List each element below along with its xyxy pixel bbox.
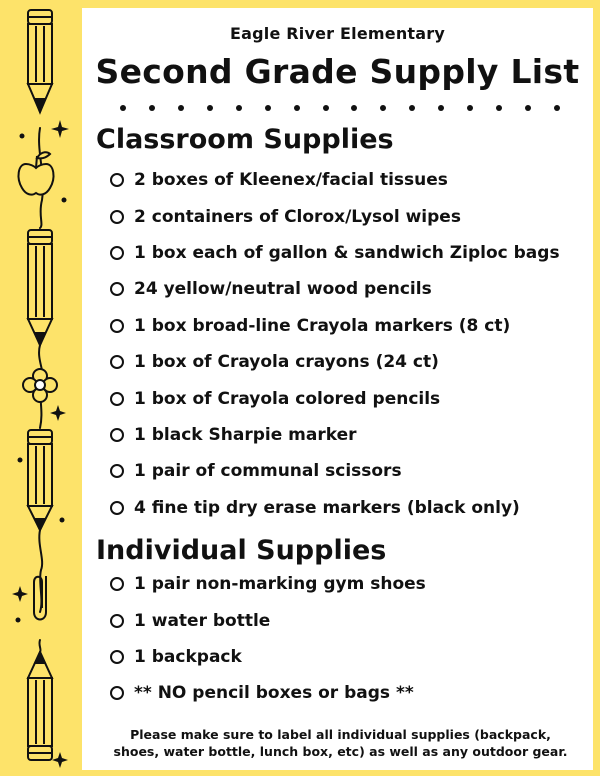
pencil-icon [28, 10, 52, 112]
divider-dot [438, 105, 444, 111]
checkbox-circle[interactable] [110, 686, 124, 700]
individual-supplies-heading: Individual Supplies [96, 535, 387, 566]
checkbox-circle[interactable] [110, 614, 124, 628]
pencil-icon [28, 230, 52, 345]
divider-dot [265, 105, 271, 111]
divider-dot [380, 105, 386, 111]
item-label: 2 boxes of Kleenex/facial tissues [134, 170, 448, 191]
supply-list-card [82, 8, 593, 770]
school-name: Eagle River Elementary [230, 24, 445, 43]
checkbox-circle[interactable] [110, 577, 124, 591]
divider-dot [120, 105, 126, 111]
divider-dot [496, 105, 502, 111]
item-label: 2 containers of Clorox/Lysol wipes [134, 206, 461, 227]
divider-dot [409, 105, 415, 111]
item-label: 1 pair of communal scissors [134, 461, 402, 482]
divider-dot [467, 105, 473, 111]
divider-dot [149, 105, 155, 111]
list-item [110, 198, 560, 234]
divider-dot [554, 105, 560, 111]
list-item [110, 490, 560, 526]
item-label: 1 backpack [134, 646, 242, 667]
item-label: 1 box broad-line Crayola markers (8 ct) [134, 315, 511, 336]
checkbox-circle[interactable] [110, 464, 124, 478]
classroom-supplies-heading: Classroom Supplies [96, 124, 394, 155]
flower-icon [23, 369, 57, 402]
item-label: 1 water bottle [134, 610, 271, 631]
item-label: 24 yellow/neutral wood pencils [134, 279, 432, 300]
checkbox-circle[interactable] [110, 650, 124, 664]
checkbox-circle[interactable] [110, 392, 124, 406]
list-item [110, 344, 560, 380]
list-item [110, 566, 426, 602]
list-item [110, 271, 560, 307]
list-item [110, 417, 560, 453]
item-label: 4 fine tip dry erase markers (black only) [134, 497, 520, 518]
apple-icon [19, 152, 54, 194]
page-title: Second Grade Supply List [95, 52, 580, 91]
list-item [110, 602, 426, 638]
divider-dot [294, 105, 300, 111]
footer-line: Please make sure to label all individual supplies (backpack, [130, 727, 551, 742]
item-label: 1 box of Crayola crayons (24 ct) [134, 352, 439, 373]
checkbox-circle[interactable] [110, 501, 124, 515]
list-item [110, 639, 426, 675]
item-label: ** NO pencil boxes or bags ** [134, 683, 414, 704]
list-item [110, 453, 560, 489]
list-item [110, 235, 560, 271]
checkbox-circle[interactable] [110, 246, 124, 260]
checkbox-circle[interactable] [110, 319, 124, 333]
pencil-icon [28, 652, 52, 760]
checkbox-circle[interactable] [110, 282, 124, 296]
item-label: 1 black Sharpie marker [134, 424, 357, 445]
doodle-border [0, 0, 82, 776]
divider-dot [236, 105, 242, 111]
divider-dot [207, 105, 213, 111]
list-item [110, 162, 560, 198]
item-label: 1 box of Crayola colored pencils [134, 388, 441, 409]
dotted-divider [120, 105, 560, 113]
checkbox-circle[interactable] [110, 428, 124, 442]
divider-dot [323, 105, 329, 111]
divider-dot [525, 105, 531, 111]
pencil-icon [28, 430, 52, 530]
item-label: 1 pair non-marking gym shoes [134, 574, 426, 595]
divider-dot [178, 105, 184, 111]
checkbox-circle[interactable] [110, 173, 124, 187]
divider-dot [351, 105, 357, 111]
list-item [110, 675, 426, 711]
individual-supplies-list [110, 566, 426, 712]
list-item [110, 380, 560, 416]
checkbox-circle[interactable] [110, 355, 124, 369]
footer-line: shoes, water bottle, lunch box, etc) as well as any outdoor gear. [113, 744, 568, 759]
item-label: 1 box each of gallon & sandwich Ziploc bags [134, 242, 560, 263]
footer-note [102, 726, 579, 760]
list-item [110, 308, 560, 344]
checkbox-circle[interactable] [110, 210, 124, 224]
classroom-supplies-list [110, 162, 560, 526]
